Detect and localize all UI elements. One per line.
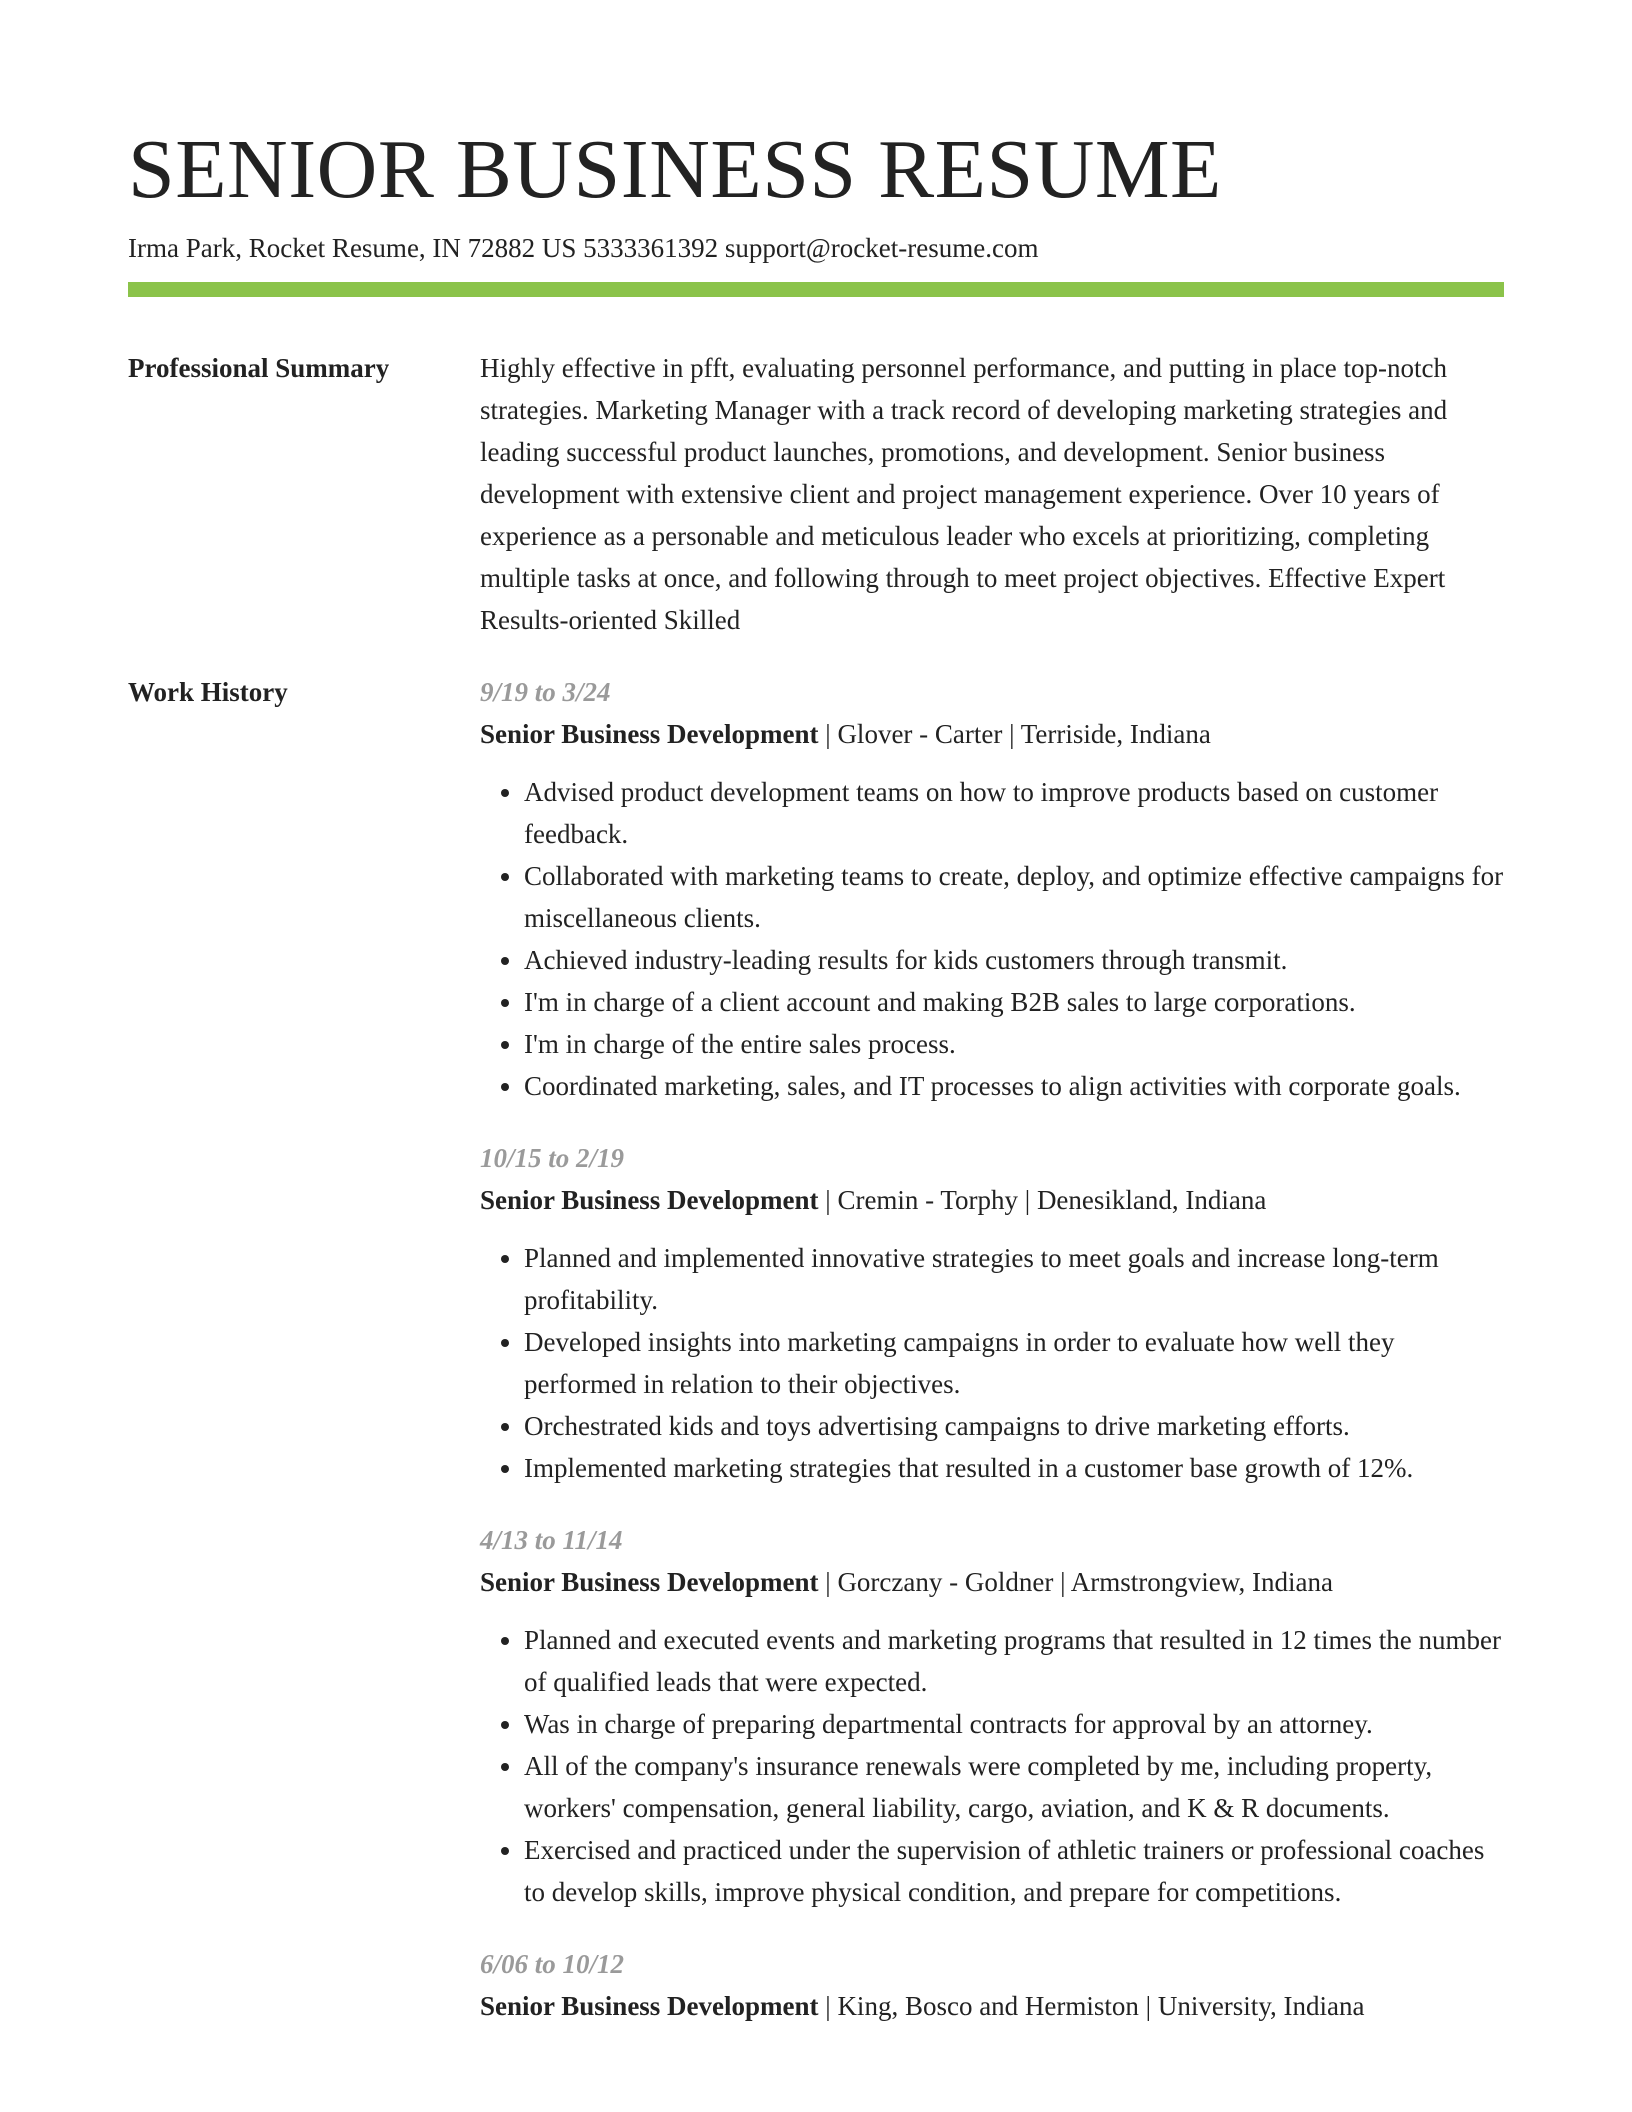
job-bullet: • Achieved industry-leading results for kids customers through transmit. <box>524 939 1504 981</box>
summary-text: Highly effective in pfft, evaluating personnel performance, and putting in place top-notch strategies. Marketing Manager with a track record of developing marketing strategies and leading successful product launches, promotions, and development. Senior business development with extensive client and project management experience. Over 10 years of experience as a personable and meticulous leader who excels at prioritizing, completing multiple tasks at once, and following through to meet project objectives. Effective Expert Results-oriented Skilled <box>480 353 1448 635</box>
section-label-work-history: Work History <box>128 677 288 707</box>
job-bullet: • Orchestrated kids and toys advertising campaigns to drive marketing efforts. <box>524 1405 1504 1447</box>
job-bullet-list <box>480 1619 1504 1913</box>
job-bullet-list <box>480 771 1504 1107</box>
resume-page <box>128 0 1504 2057</box>
job-company: Gorczany - Goldner <box>837 1567 1054 1597</box>
job-entry <box>480 671 1504 1107</box>
job-title: Senior Business Development <box>480 1991 819 2021</box>
job-location: Terriside, Indiana <box>1020 719 1211 749</box>
job-bullet: • All of the company's insurance renewals were completed by me, including property, workers' compensation, general liability, cargo, aviation, and K & R documents. <box>524 1745 1504 1829</box>
job-dates: 10/15 to 2/19 <box>480 1143 625 1173</box>
job-separator: | <box>1053 1567 1071 1597</box>
job-bullet: • Developed insights into marketing campaigns in order to evaluate how well they performed in relation to their objectives. <box>524 1321 1504 1405</box>
job-separator: | <box>1018 1185 1037 1215</box>
job-company: Cremin - Torphy <box>837 1185 1019 1215</box>
resume-title: SENIOR BUSINESS RESUME <box>128 123 1222 216</box>
accent-divider <box>128 282 1504 297</box>
job-title: Senior Business Development <box>480 1185 819 1215</box>
job-bullet: • Planned and executed events and marketing programs that resulted in 12 times the number of qualified leads that were expected. <box>524 1619 1504 1703</box>
job-dates: 6/06 to 10/12 <box>480 1949 625 1979</box>
job-heading <box>480 1985 1504 2027</box>
job-bullet: • Implemented marketing strategies that resulted in a customer base growth of 12%. <box>524 1447 1504 1489</box>
job-entry <box>480 1943 1504 2027</box>
job-title: Senior Business Development <box>480 719 819 749</box>
job-entry <box>480 1519 1504 1913</box>
job-separator: | <box>818 1185 838 1215</box>
job-heading <box>480 1561 1504 1603</box>
job-bullet: • Was in charge of preparing departmental contracts for approval by an attorney. <box>524 1703 1504 1745</box>
job-location: Denesikland, Indiana <box>1036 1185 1267 1215</box>
job-bullet: • Coordinated marketing, sales, and IT processes to align activities with corporate goals. <box>524 1065 1504 1107</box>
job-separator: | <box>818 1991 838 2021</box>
job-heading <box>480 713 1504 755</box>
job-location: Armstrongview, Indiana <box>1070 1567 1333 1597</box>
job-dates: 9/19 to 3/24 <box>480 677 611 707</box>
work-history-section <box>128 671 1504 2057</box>
job-separator: | <box>1138 1991 1158 2021</box>
section-label-professional-summary: Professional Summary <box>128 353 390 383</box>
job-company: Glover - Carter <box>837 719 1003 749</box>
work-history-list <box>480 671 1504 2057</box>
job-entry <box>480 1137 1504 1489</box>
job-title: Senior Business Development <box>480 1567 819 1597</box>
job-heading <box>480 1179 1504 1221</box>
job-company: King, Bosco and Hermiston <box>837 1991 1139 2021</box>
job-dates: 4/13 to 11/14 <box>480 1525 623 1555</box>
job-separator: | <box>1002 719 1021 749</box>
job-bullet: • Planned and implemented innovative strategies to meet goals and increase long-term profitability. <box>524 1237 1504 1321</box>
professional-summary-section <box>128 347 1504 641</box>
job-bullet: • I'm in charge of the entire sales process. <box>524 1023 1504 1065</box>
job-bullet-list <box>480 1237 1504 1489</box>
contact-line: Irma Park, Rocket Resume, IN 72882 US 5333361392 support@rocket-resume.com <box>128 233 1039 263</box>
job-separator: | <box>818 719 838 749</box>
job-separator: | <box>818 1567 838 1597</box>
job-bullet: • Collaborated with marketing teams to create, deploy, and optimize effective campaigns for miscellaneous clients. <box>524 855 1504 939</box>
job-bullet: • Exercised and practiced under the supervision of athletic trainers or professional coaches to develop skills, improve physical condition, and prepare for competitions. <box>524 1829 1504 1913</box>
job-bullet: • I'm in charge of a client account and making B2B sales to large corporations. <box>524 981 1504 1023</box>
job-location: University, Indiana <box>1157 1991 1365 2021</box>
job-bullet: • Advised product development teams on how to improve products based on customer feedback. <box>524 771 1504 855</box>
